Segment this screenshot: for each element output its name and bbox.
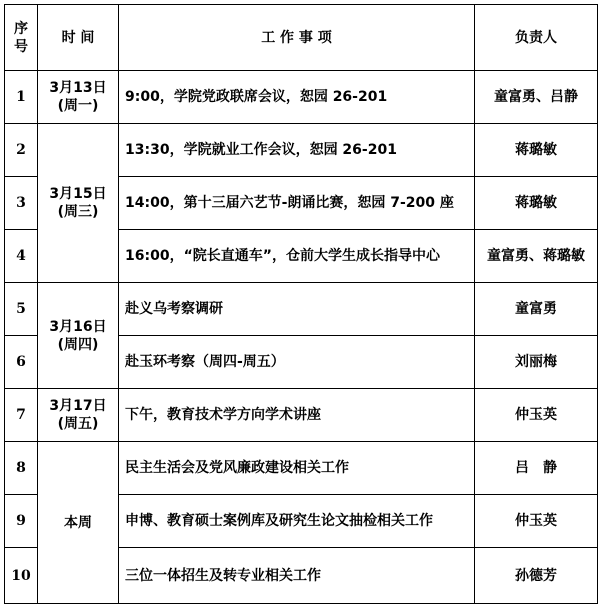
person-cell: 童富勇 bbox=[475, 283, 598, 336]
item-cell: 三位一体招生及转专业相关工作 bbox=[119, 548, 475, 604]
header-person: 负责人 bbox=[475, 5, 598, 71]
time-cell bbox=[38, 124, 119, 283]
person-cell: 吕 静 bbox=[475, 442, 598, 495]
table-row bbox=[5, 71, 598, 124]
row-number: 4 bbox=[5, 230, 38, 283]
row-number: 2 bbox=[5, 124, 38, 177]
person-cell: 仲玉英 bbox=[475, 495, 598, 548]
item-cell: 民主生活会及党风廉政建设相关工作 bbox=[119, 442, 475, 495]
row-number: 7 bbox=[5, 389, 38, 442]
item-cell: 赴玉环考察（周四-周五） bbox=[119, 336, 475, 389]
header-number-line1: 序 bbox=[14, 20, 28, 37]
table-row bbox=[5, 124, 598, 177]
item-cell: 申博、教育硕士案例库及研究生论文抽检相关工作 bbox=[119, 495, 475, 548]
time-cell bbox=[38, 442, 119, 604]
table-row bbox=[5, 283, 598, 336]
person-cell: 童富勇、蒋璐敏 bbox=[475, 230, 598, 283]
header-row bbox=[5, 5, 598, 71]
item-cell: 9:00，学院党政联席会议，恕园 26-201 bbox=[119, 71, 475, 124]
person-cell: 蒋璐敏 bbox=[475, 124, 598, 177]
row-number: 3 bbox=[5, 177, 38, 230]
time-date: 3月16日 bbox=[49, 318, 107, 335]
row-number: 5 bbox=[5, 283, 38, 336]
table-row bbox=[5, 389, 598, 442]
person-cell: 刘丽梅 bbox=[475, 336, 598, 389]
item-cell: 13:30，学院就业工作会议，恕园 26-201 bbox=[119, 124, 475, 177]
schedule-table bbox=[4, 4, 598, 604]
time-weekday: (周一) bbox=[57, 98, 99, 114]
time-weekday: (周四) bbox=[57, 336, 99, 353]
time-date: 3月17日 bbox=[49, 398, 107, 414]
header-number-line2: 号 bbox=[14, 38, 28, 55]
person-cell: 童富勇、吕静 bbox=[475, 71, 598, 124]
header-number bbox=[5, 5, 38, 71]
row-number: 8 bbox=[5, 442, 38, 495]
item-cell: 赴义乌考察调研 bbox=[119, 283, 475, 336]
time-cell bbox=[38, 389, 119, 442]
person-cell: 孙德芳 bbox=[475, 548, 598, 604]
header-item: 工 作 事 项 bbox=[119, 5, 475, 71]
item-cell: 16:00，“院长直通车”，仓前大学生成长指导中心 bbox=[119, 230, 475, 283]
time-weekday: (周三) bbox=[57, 204, 99, 220]
table-row bbox=[5, 442, 598, 495]
row-number: 10 bbox=[5, 548, 38, 604]
time-cell bbox=[38, 283, 119, 389]
header-time: 时 间 bbox=[38, 5, 119, 71]
item-cell: 下午，教育技术学方向学术讲座 bbox=[119, 389, 475, 442]
time-date: 3月15日 bbox=[49, 186, 107, 202]
person-cell: 蒋璐敏 bbox=[475, 177, 598, 230]
time-label: 本周 bbox=[64, 514, 92, 531]
person-cell: 仲玉英 bbox=[475, 389, 598, 442]
time-date: 3月13日 bbox=[49, 80, 107, 96]
item-cell: 14:00，第十三届六艺节-朗诵比赛，恕园 7-200 座 bbox=[119, 177, 475, 230]
row-number: 9 bbox=[5, 495, 38, 548]
time-cell bbox=[38, 71, 119, 124]
time-weekday: (周五) bbox=[57, 416, 99, 432]
row-number: 6 bbox=[5, 336, 38, 389]
row-number: 1 bbox=[5, 71, 38, 124]
